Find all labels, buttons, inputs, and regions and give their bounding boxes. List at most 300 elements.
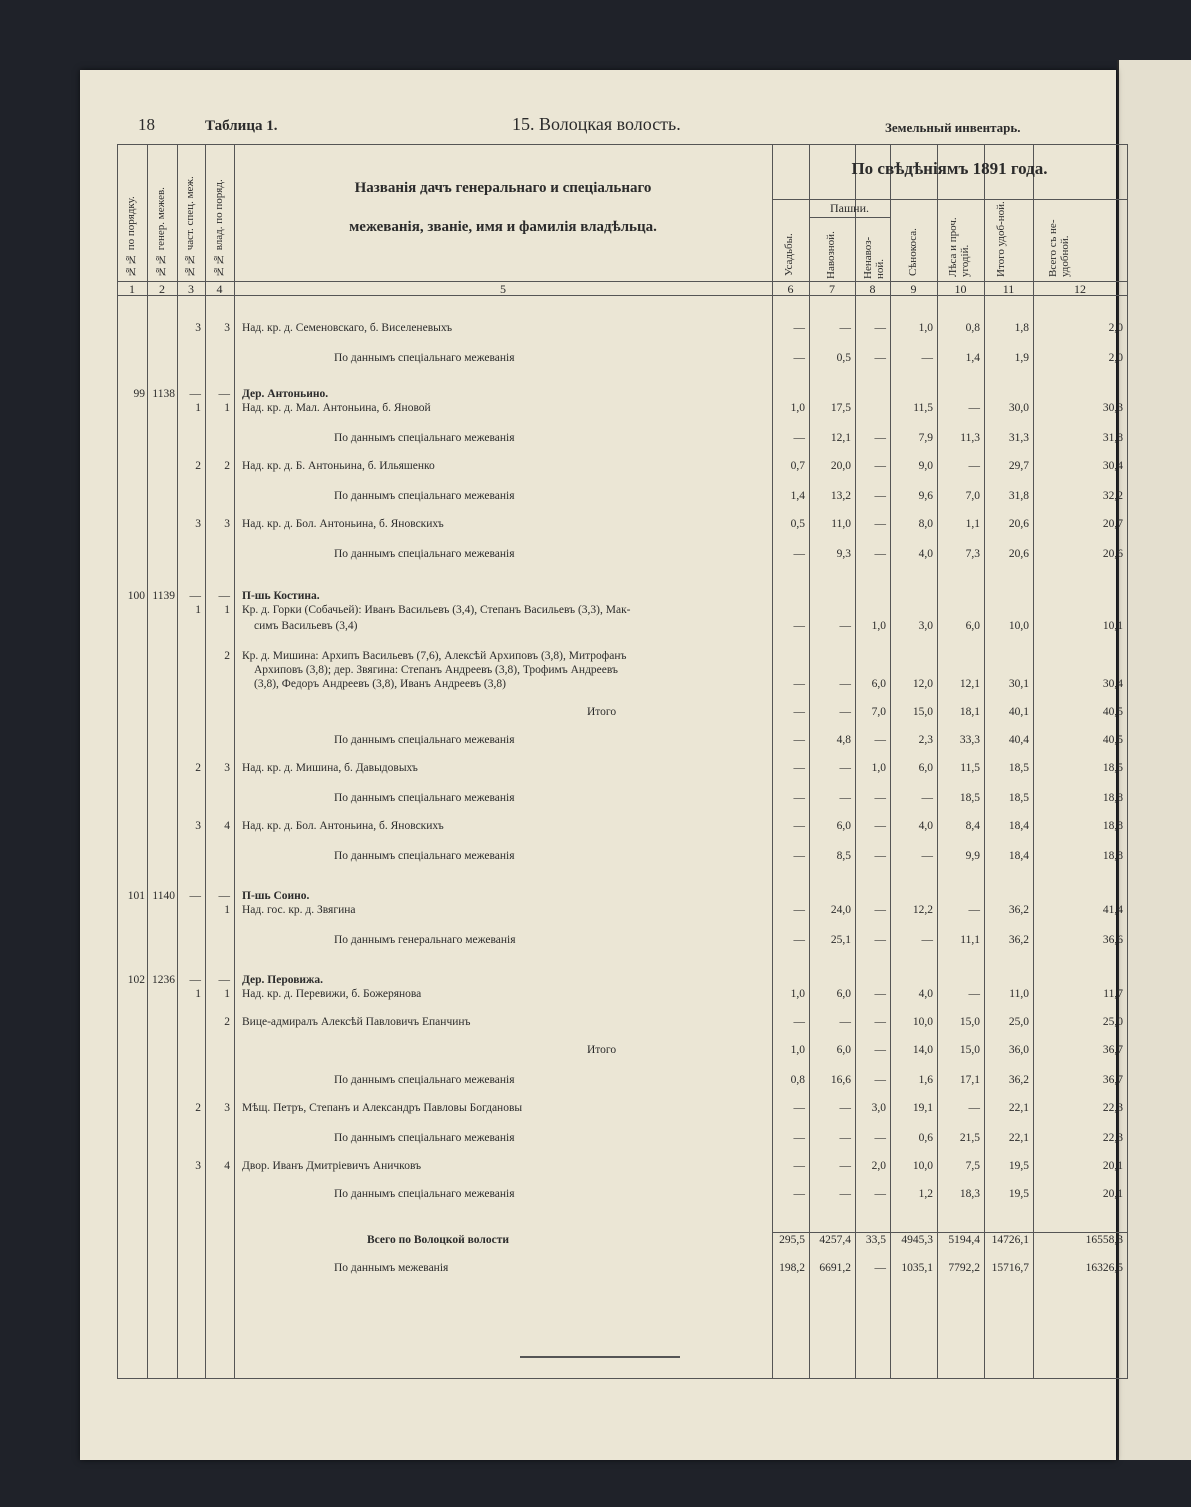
cell-owner-number: 3	[224, 762, 230, 774]
cell-value-col-7: 12,1	[830, 432, 851, 444]
cell-special-survey-number: 1	[195, 988, 201, 1000]
cell-name: Итого	[587, 1044, 617, 1056]
section-label: Земельный инвентарь.	[885, 120, 1021, 135]
cell-order-number: 100	[127, 590, 145, 602]
cell-value-col-10: —	[968, 460, 980, 472]
column-number-12: 12	[1074, 282, 1086, 296]
cell-value-col-10: 5194,4	[948, 1234, 980, 1246]
cell-owner-number: 2	[224, 1016, 230, 1028]
cell-general-survey-number: 1139	[152, 590, 175, 602]
cell-value-col-12: 18,8	[1102, 792, 1123, 804]
cell-owner-number: 3	[224, 518, 230, 530]
table-row	[117, 402, 1128, 422]
col-header-1: №№ по порядку.	[125, 196, 137, 277]
cell-value-col-12: 18,5	[1102, 762, 1123, 774]
cell-value-col-11: 31,8	[1008, 490, 1029, 502]
cell-value-col-10: 7792,2	[948, 1262, 980, 1274]
cell-value-col-9: 4945,3	[901, 1234, 933, 1246]
cell-value-col-9: 12,2	[912, 904, 933, 916]
col-header-6: Усадьбы.	[783, 233, 795, 276]
cell-name: Вице-адмиралъ Алексѣй Павловичъ Епанчинъ	[242, 1016, 471, 1028]
cell-value-col-9: 10,0	[912, 1016, 933, 1028]
col-header-8: Ненавоз-ной.	[862, 236, 886, 279]
cell-name: Над. кр. д. Семеновскаго, б. Виселеневыхъ	[242, 322, 453, 334]
cell-value-col-12: 30,4	[1102, 678, 1123, 690]
cell-value-col-12: 2,0	[1108, 322, 1123, 334]
cell-value-col-9: 9,0	[918, 460, 933, 472]
cell-value-col-12: 20,1	[1102, 1160, 1123, 1172]
cell-value-col-7: 20,0	[830, 460, 851, 472]
table-row	[117, 352, 1128, 372]
table-row	[117, 490, 1128, 510]
table-row	[117, 988, 1128, 1008]
cell-value-col-11: 10,0	[1008, 620, 1029, 632]
cell-value-col-9: 2,3	[918, 734, 933, 746]
col-header-7: Навозной.	[825, 231, 837, 279]
cell-value-col-12: 20,7	[1102, 518, 1123, 530]
cell-value-col-10: 1,4	[965, 352, 980, 364]
cell-value-col-7: —	[839, 792, 851, 804]
cell-special-survey-number: —	[189, 388, 201, 400]
table-row	[117, 934, 1128, 954]
cell-value-col-9: 0,6	[918, 1132, 933, 1144]
cell-name: По даннымъ спеціальнаго межеванія	[334, 432, 515, 444]
cell-value-col-10: 33,3	[959, 734, 980, 746]
cell-value-col-8: —	[874, 734, 886, 746]
cell-value-col-12: 22,3	[1102, 1132, 1123, 1144]
col-header-3: №№ част. спец. меж.	[184, 176, 196, 277]
cell-value-col-10: 7,3	[965, 548, 980, 560]
cell-value-col-11: 1,8	[1014, 322, 1029, 334]
cell-value-col-9: —	[921, 850, 933, 862]
cell-special-survey-number: 3	[195, 820, 201, 832]
cell-value-col-6: 1,0	[790, 988, 805, 1000]
table-row	[117, 734, 1128, 754]
cell-value-col-9: —	[921, 792, 933, 804]
cell-value-col-8: —	[874, 792, 886, 804]
cell-value-col-6: —	[793, 820, 805, 832]
cell-value-col-8: —	[874, 904, 886, 916]
cell-value-col-7: 8,5	[836, 850, 851, 862]
cell-name: По даннымъ межеванія	[334, 1262, 449, 1274]
cell-name: По даннымъ генеральнаго межеванія	[334, 934, 516, 946]
cell-value-col-6: —	[793, 678, 805, 690]
cell-value-col-9: 14,0	[912, 1044, 933, 1056]
cell-value-col-7: 24,0	[830, 904, 851, 916]
cell-name: Над. кр. д. Бол. Антоньина, б. Яновскихъ	[242, 820, 444, 832]
cell-value-col-10: 11,5	[960, 762, 980, 774]
cell-owner-number: —	[218, 590, 230, 602]
cell-value-col-7: —	[839, 1160, 851, 1172]
table-top-border	[117, 144, 1128, 145]
cell-value-col-11: 36,2	[1008, 904, 1029, 916]
cell-owner-number: —	[218, 388, 230, 400]
cell-value-col-7: —	[839, 1188, 851, 1200]
cell-value-col-6: —	[793, 706, 805, 718]
cell-name: П-шь Костина.	[242, 590, 320, 602]
inventory-table	[117, 144, 1128, 1379]
column-number-10: 10	[954, 282, 967, 296]
cell-value-col-6: —	[793, 850, 805, 862]
cell-special-survey-number: —	[189, 590, 201, 602]
cell-value-col-10: 7,0	[965, 490, 980, 502]
cell-value-col-10: 11,1	[960, 934, 980, 946]
cell-value-col-9: 3,0	[918, 620, 933, 632]
cell-value-col-12: 31,8	[1102, 432, 1123, 444]
cell-value-col-11: 15716,7	[991, 1262, 1029, 1274]
col-header-9: Сѣнокоса.	[907, 228, 919, 276]
cell-name: Над. кр. д. Б. Антоньина, б. Ильяшенко	[242, 460, 435, 472]
cell-value-col-6: —	[793, 432, 805, 444]
cell-value-col-7: 9,3	[836, 548, 851, 560]
cell-name: По даннымъ спеціальнаго межеванія	[334, 352, 515, 364]
cell-value-col-10: 8,4	[965, 820, 980, 832]
table-bottom-border	[117, 1378, 1128, 1379]
cell-owner-number: —	[218, 974, 230, 986]
cell-value-col-11: 18,4	[1008, 850, 1029, 862]
cell-owner-number: 4	[224, 820, 230, 832]
cell-value-col-10: —	[968, 1102, 980, 1114]
cell-value-col-7: 13,2	[830, 490, 851, 502]
cell-value-col-7: —	[839, 322, 851, 334]
table-row	[117, 1044, 1128, 1064]
cell-value-col-9: 4,0	[918, 988, 933, 1000]
cell-value-col-10: 15,0	[959, 1016, 980, 1028]
cell-value-col-12: 22,3	[1102, 1102, 1123, 1114]
cell-value-col-8: —	[874, 1132, 886, 1144]
table-row	[117, 1262, 1128, 1282]
cell-value-col-11: 36,0	[1008, 1044, 1029, 1056]
cell-name: Дер. Перовижа.	[242, 974, 324, 986]
cell-name: Над. кр. д. Перевижи, б. Божерянова	[242, 988, 422, 1000]
cell-value-col-9: 15,0	[912, 706, 933, 718]
table-row	[117, 460, 1128, 480]
col-header-12: Всего съ не-удобной.	[1047, 219, 1071, 277]
cell-value-col-9: 7,9	[918, 432, 933, 444]
cell-special-survey-number: 3	[195, 518, 201, 530]
cell-value-col-9: 6,0	[918, 762, 933, 774]
cell-value-col-12: 18,8	[1102, 850, 1123, 862]
cell-value-col-10: 17,1	[959, 1074, 980, 1086]
cell-value-col-8: —	[874, 432, 886, 444]
col-header-2: №№ генер. межев.	[155, 187, 167, 277]
cell-owner-number: —	[218, 890, 230, 902]
cell-value-col-11: 31,3	[1008, 432, 1029, 444]
cell-value-col-6: 1,0	[790, 402, 805, 414]
cell-value-col-8: —	[874, 1262, 886, 1274]
cell-value-col-11: 14726,1	[991, 1234, 1029, 1246]
pashni-label: Пашни.	[829, 201, 870, 215]
cell-value-col-12: 36,6	[1102, 934, 1123, 946]
cell-value-col-7: —	[839, 678, 851, 690]
cell-value-col-7: —	[839, 706, 851, 718]
cell-name: Над. кр. д. Мишина, б. Давыдовыхъ	[242, 762, 418, 774]
table-row	[117, 1102, 1128, 1122]
cell-order-number: 101	[127, 890, 145, 902]
cell-value-col-6: 0,7	[790, 460, 805, 472]
cell-value-col-7: 17,5	[830, 402, 851, 414]
table-row	[117, 678, 1128, 698]
cell-general-survey-number: 1236	[152, 974, 175, 986]
cell-value-col-9: 9,6	[918, 490, 933, 502]
cell-owner-number: 1	[224, 604, 230, 616]
cell-value-col-9: 4,0	[918, 548, 933, 560]
cell-value-col-8: —	[874, 548, 886, 560]
ornament-divider	[520, 1356, 680, 1358]
cell-value-col-10: 1,1	[965, 518, 980, 530]
cell-value-col-7: —	[839, 620, 851, 632]
table-row	[117, 518, 1128, 538]
cell-owner-number: 2	[224, 460, 230, 472]
cell-value-col-7: 4257,4	[819, 1234, 851, 1246]
cell-order-number: 102	[127, 974, 145, 986]
cell-special-survey-number: 3	[195, 1160, 201, 1172]
cell-value-col-7: 4,8	[836, 734, 851, 746]
cell-value-col-8: —	[874, 518, 886, 530]
cell-value-col-7: 6,0	[836, 1044, 851, 1056]
cell-name: Двор. Иванъ Дмитріевичъ Аничковъ	[242, 1160, 422, 1172]
cell-value-col-6: 0,8	[790, 1074, 805, 1086]
cell-value-col-9: —	[921, 934, 933, 946]
cell-value-col-7: 16,6	[830, 1074, 851, 1086]
column-number-4: 4	[216, 282, 223, 296]
table-row	[117, 322, 1128, 342]
cell-special-survey-number: 2	[195, 762, 201, 774]
table-row	[117, 1132, 1128, 1152]
cell-name: Над. кр. д. Мал. Антоньина, б. Яновой	[242, 402, 431, 414]
cell-value-col-10: 7,5	[965, 1160, 980, 1172]
cell-value-col-8: 3,0	[871, 1102, 886, 1114]
cell-value-col-8: —	[874, 850, 886, 862]
cell-value-col-11: 19,5	[1008, 1160, 1029, 1172]
cell-value-col-10: 18,3	[959, 1188, 980, 1200]
cell-value-col-9: 1035,1	[901, 1262, 933, 1274]
cell-value-col-12: 25,0	[1102, 1016, 1123, 1028]
cell-value-col-11: 29,7	[1008, 460, 1029, 472]
cell-value-col-10: 18,5	[959, 792, 980, 804]
cell-value-col-11: 20,6	[1008, 518, 1029, 530]
cell-value-col-6: —	[793, 1132, 805, 1144]
cell-value-col-11: 18,5	[1008, 762, 1029, 774]
cell-value-col-8: —	[874, 322, 886, 334]
cell-special-survey-number: 2	[195, 1102, 201, 1114]
cell-value-col-11: 36,2	[1008, 934, 1029, 946]
cell-name: (3,8), Федоръ Андреевъ (3,8), Иванъ Андреевъ (3,8)	[254, 678, 506, 690]
cell-value-col-8: —	[874, 1016, 886, 1028]
column-number-1: 1	[129, 282, 135, 296]
cell-value-col-11: 22,1	[1008, 1132, 1029, 1144]
cell-name: По даннымъ спеціальнаго межеванія	[334, 850, 515, 862]
cell-value-col-9: 4,0	[918, 820, 933, 832]
column-number-6: 6	[787, 282, 794, 296]
cell-value-col-11: 40,1	[1008, 706, 1029, 718]
cell-value-col-6: —	[793, 904, 805, 916]
cell-value-col-9: 1,0	[918, 322, 933, 334]
cell-value-col-12: 30,3	[1102, 402, 1123, 414]
cell-value-col-12: 41,4	[1102, 904, 1123, 916]
cell-value-col-12: 16326,5	[1085, 1262, 1123, 1274]
cell-value-col-10: 9,9	[965, 850, 980, 862]
document-page	[80, 70, 1123, 1460]
cell-value-col-6: 295,5	[779, 1234, 805, 1246]
cell-value-col-10: 0,8	[965, 322, 980, 334]
totals-divider	[772, 1232, 1128, 1233]
cell-value-col-12: 36,7	[1102, 1044, 1123, 1056]
column-number-9: 9	[910, 282, 917, 296]
table-row	[117, 1188, 1128, 1208]
cell-special-survey-number: —	[189, 890, 201, 902]
cell-value-col-6: —	[793, 1102, 805, 1114]
cell-value-col-6: 1,4	[790, 490, 805, 502]
cell-value-col-11: 1,9	[1014, 352, 1029, 364]
cell-value-col-12: 40,5	[1102, 706, 1123, 718]
cell-value-col-10: 11,3	[960, 432, 980, 444]
cell-value-col-12: 36,7	[1102, 1074, 1123, 1086]
table-row	[117, 904, 1128, 924]
cell-value-col-6: —	[793, 548, 805, 560]
table-row	[117, 432, 1128, 452]
cell-value-col-7: 6,0	[836, 988, 851, 1000]
table-row	[117, 1234, 1128, 1254]
table-row	[117, 792, 1128, 812]
cell-general-survey-number: 1140	[152, 890, 175, 902]
cell-value-col-8: —	[874, 490, 886, 502]
cell-value-col-6: —	[793, 934, 805, 946]
pashni-border	[809, 217, 890, 218]
cell-value-col-12: 2,0	[1108, 352, 1123, 364]
cell-value-col-12: 30,4	[1102, 460, 1123, 472]
cell-value-col-11: 18,5	[1008, 792, 1029, 804]
cell-value-col-8: —	[874, 460, 886, 472]
col-header-10: Лѣса и проч. угодій.	[947, 217, 971, 277]
cell-value-col-11: 20,6	[1008, 548, 1029, 560]
cell-value-col-12: 20,6	[1102, 548, 1123, 560]
cell-value-col-12: 11,7	[1103, 988, 1123, 1000]
table-row	[117, 548, 1128, 568]
cell-value-col-8: 7,0	[871, 706, 886, 718]
table-row	[117, 1016, 1128, 1036]
cell-value-col-11: 22,1	[1008, 1102, 1029, 1114]
column-number-11: 11	[1002, 282, 1015, 296]
cell-name: Архиповъ (3,8); дер. Звягина: Степанъ Андреевъ (3,8), Трофимъ Андреевъ	[254, 664, 618, 676]
cell-value-col-9: 1,6	[918, 1074, 933, 1086]
cell-value-col-9: 12,0	[912, 678, 933, 690]
cell-special-survey-number: —	[189, 974, 201, 986]
cell-value-col-6: —	[793, 792, 805, 804]
cell-value-col-10: 6,0	[965, 620, 980, 632]
cell-value-col-7: 6691,2	[819, 1262, 851, 1274]
cell-value-col-11: 36,2	[1008, 1074, 1029, 1086]
cell-value-col-8: —	[874, 352, 886, 364]
cell-value-col-7: —	[839, 762, 851, 774]
cell-value-col-12: 16558,3	[1085, 1234, 1123, 1246]
cell-owner-number: 3	[224, 1102, 230, 1114]
cell-value-col-10: —	[968, 904, 980, 916]
cell-value-col-7: —	[839, 1102, 851, 1114]
cell-value-col-8: —	[874, 1044, 886, 1056]
cell-name: Над. кр. д. Бол. Антоньина, б. Яновскихъ	[242, 518, 444, 530]
cell-value-col-9: 10,0	[912, 1160, 933, 1172]
cell-value-col-11: 25,0	[1008, 1016, 1029, 1028]
cell-value-col-6: 198,2	[779, 1262, 805, 1274]
cell-name: По даннымъ спеціальнаго межеванія	[334, 792, 515, 804]
cell-value-col-6: —	[793, 1016, 805, 1028]
cell-value-col-12: 32,2	[1102, 490, 1123, 502]
cell-value-col-9: 1,2	[918, 1188, 933, 1200]
column-number-8: 8	[869, 282, 876, 296]
cell-name: По даннымъ спеціальнаго межеванія	[334, 548, 515, 560]
cell-value-col-8: —	[874, 934, 886, 946]
cell-name: Кр. д. Мишина: Архипъ Васильевъ (7,6), Алексѣй Архиповъ (3,8), Митрофанъ	[242, 650, 627, 662]
cell-value-col-6: —	[793, 620, 805, 632]
table-row	[117, 1160, 1128, 1180]
cell-value-col-7: 11,0	[831, 518, 851, 530]
cell-name: Над. гос. кр. д. Звягина	[242, 904, 356, 916]
col-header-5-line2: межеванія, званіе, имя и фамилія владѣльца.	[349, 219, 657, 235]
cell-name: Всего по Волоцкой волости	[367, 1234, 509, 1246]
cell-value-col-7: 0,5	[836, 352, 851, 364]
cell-name: По даннымъ спеціальнаго межеванія	[334, 734, 515, 746]
adjacent-page-edge	[1117, 60, 1191, 1460]
cell-value-col-10: —	[968, 988, 980, 1000]
cell-special-survey-number: 1	[195, 604, 201, 616]
table-row	[117, 762, 1128, 782]
cell-value-col-10: 15,0	[959, 1044, 980, 1056]
table-row	[117, 820, 1128, 840]
cell-value-col-11: 40,4	[1008, 734, 1029, 746]
page-number: 18	[138, 115, 155, 134]
cell-value-col-8: 6,0	[871, 678, 886, 690]
cell-value-col-6: —	[793, 1160, 805, 1172]
cell-value-col-6: —	[793, 734, 805, 746]
cell-value-col-6: 1,0	[790, 1044, 805, 1056]
cell-value-col-7: —	[839, 1132, 851, 1144]
cell-value-col-9: 11,5	[913, 402, 933, 414]
cell-name: Кр. д. Горки (Собачьей): Иванъ Васильевъ (3,4), Степанъ Васильевъ (3,3), Мак-	[242, 604, 631, 616]
cell-name: По даннымъ спеціальнаго межеванія	[334, 490, 515, 502]
cell-value-col-8: —	[874, 988, 886, 1000]
cell-owner-number: 1	[224, 988, 230, 1000]
table-row	[117, 1074, 1128, 1094]
cell-value-col-6: —	[793, 352, 805, 364]
cell-name: Мѣщ. Петръ, Степанъ и Александръ Павловы Богдановы	[242, 1102, 523, 1114]
column-number-7: 7	[829, 282, 835, 296]
col-header-5-line1: Названія дачъ генеральнаго и спеціальнаго	[354, 180, 652, 196]
cell-value-col-7: 6,0	[836, 820, 851, 832]
cell-value-col-8: 2,0	[871, 1160, 886, 1172]
cell-value-col-8: —	[874, 1074, 886, 1086]
cell-owner-number: 1	[224, 402, 230, 414]
cell-value-col-6: —	[793, 1188, 805, 1200]
col-header-11: Итого удоб-ной.	[995, 201, 1007, 277]
cell-value-col-12: 20,1	[1102, 1188, 1123, 1200]
cell-value-col-10: 12,1	[959, 678, 980, 690]
cell-general-survey-number: 1138	[152, 388, 175, 400]
table-row	[117, 706, 1128, 726]
cell-value-col-11: 30,1	[1008, 678, 1029, 690]
cell-value-col-10: —	[968, 402, 980, 414]
cell-value-col-8: 1,0	[871, 762, 886, 774]
cell-value-col-8: —	[874, 1188, 886, 1200]
cell-value-col-7: —	[839, 1016, 851, 1028]
cell-value-col-12: 40,5	[1102, 734, 1123, 746]
cell-owner-number: 2	[224, 650, 230, 662]
cell-value-col-10: 21,5	[959, 1132, 980, 1144]
column-number-5: 5	[500, 282, 506, 296]
cell-value-col-9: —	[921, 352, 933, 364]
cell-special-survey-number: 1	[195, 402, 201, 414]
cell-owner-number: 4	[224, 1160, 230, 1172]
